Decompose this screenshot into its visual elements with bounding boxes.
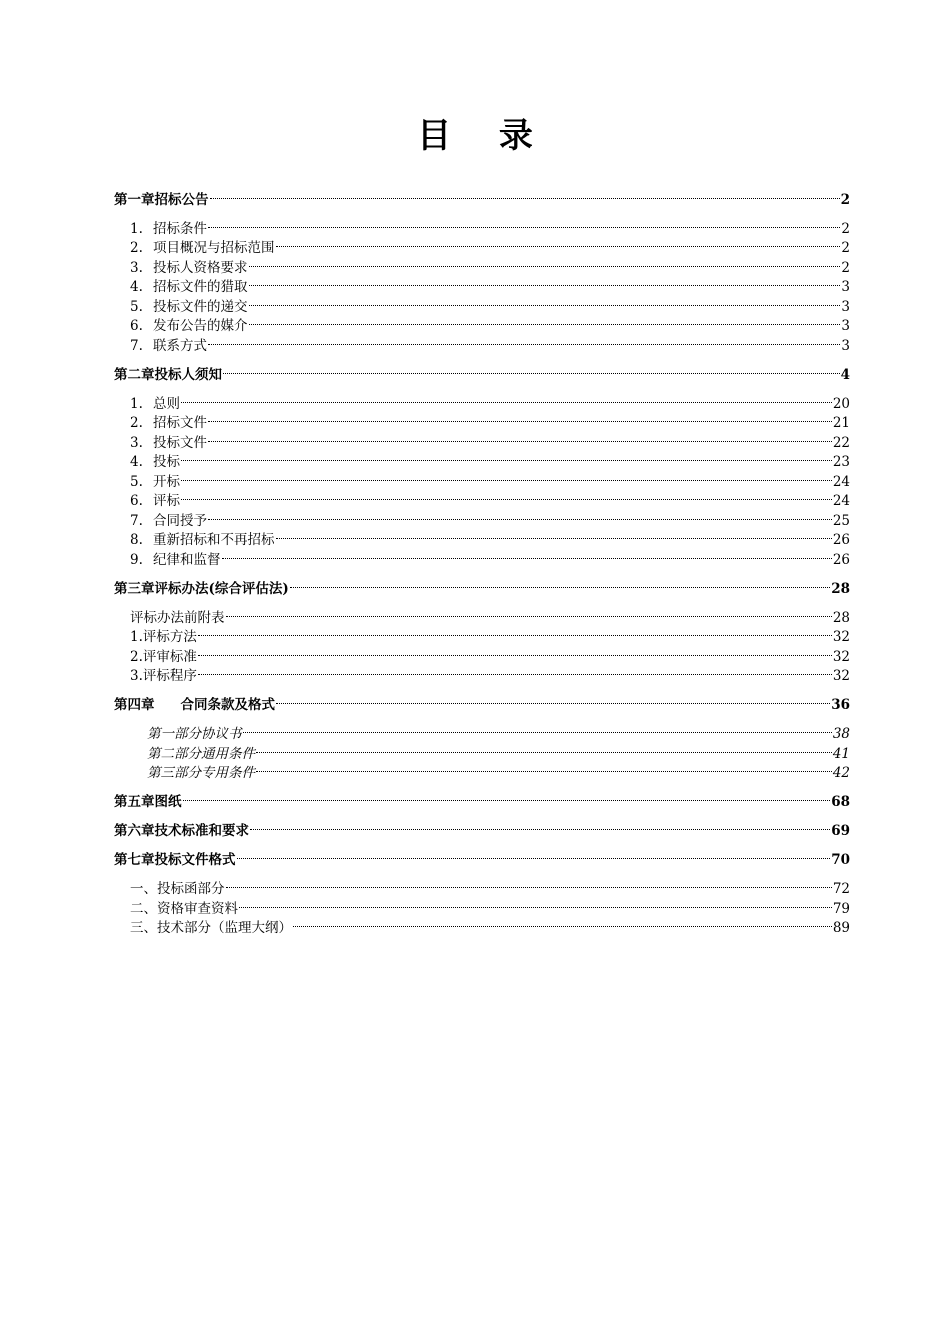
toc-page-number: 26 [832, 532, 850, 548]
toc-dot-leader [276, 690, 830, 710]
toc-entry-label-secondary: 合同条款及格式 [180, 697, 275, 713]
toc-page-number: 2 [841, 240, 850, 256]
toc-entry-label: 重新招标和不再招标 [153, 532, 275, 548]
toc-entry-label: 2.评审标准 [130, 648, 197, 665]
toc-page-number: 23 [832, 454, 850, 470]
toc-entry-number: 5. [130, 473, 143, 490]
toc-page-number: 25 [832, 512, 850, 529]
toc-page-number: 24 [832, 493, 850, 509]
toc-page-number: 89 [832, 920, 850, 936]
toc-page-number: 79 [832, 900, 850, 917]
toc-dot-leader [183, 787, 831, 807]
toc-page-number: 32 [832, 668, 850, 684]
toc-page-number: 28 [832, 609, 850, 626]
toc-entry-number: 3. [130, 434, 143, 451]
toc-dot-leader [290, 573, 830, 593]
toc-dot-leader [208, 427, 832, 447]
toc-entry-label: 评标 [153, 493, 180, 509]
toc-entry-number: 9. [130, 551, 143, 568]
toc-section-entry[interactable] [114, 622, 850, 645]
toc-dot-leader [256, 738, 832, 758]
toc-section-entry[interactable] [114, 486, 850, 509]
toc-chapter-entry[interactable] [114, 184, 850, 208]
toc-entry-number: 5. [130, 298, 143, 315]
toc-section-entry[interactable] [114, 330, 850, 354]
toc-page-number: 2 [840, 191, 850, 208]
toc-entry-label: 评标办法前附表 [130, 609, 225, 626]
toc-page-number: 70 [831, 852, 850, 868]
toc-entry-label: 招标条件 [153, 220, 207, 237]
toc-entry-label: 二、资格审查资料 [130, 900, 238, 917]
toc-chapter-entry[interactable] [114, 359, 850, 383]
toc-dot-leader [208, 330, 840, 350]
toc-entry-number: 4. [130, 279, 143, 295]
toc-dot-leader [198, 622, 832, 642]
toc-page-number: 3 [841, 279, 850, 295]
toc-entry-label: 第一章招标公告 [114, 191, 209, 208]
toc-dot-leader [249, 291, 841, 311]
toc-entry-label: 第三章评标办法(综合评估法) [114, 580, 289, 597]
toc-dot-leader [181, 466, 832, 486]
toc-page-number: 26 [832, 551, 850, 568]
toc-entry-label: 第一部分协议书 [147, 726, 242, 742]
toc-entry-number: 1. [130, 220, 143, 237]
toc-dot-leader [181, 447, 832, 467]
toc-chapter-entry[interactable] [114, 690, 850, 713]
toc-entry-label: 第三部分专用条件 [147, 765, 255, 781]
toc-section-entry[interactable] [114, 874, 850, 897]
toc-section-entry[interactable] [114, 447, 850, 470]
toc-page-number: 2 [841, 220, 850, 237]
toc-page-number: 28 [831, 580, 850, 597]
toc-dot-leader [208, 505, 832, 525]
page-title: 目 录 [417, 116, 551, 156]
toc-section-entry[interactable] [114, 408, 850, 431]
toc-section-entry[interactable] [114, 427, 850, 451]
toc-dot-leader [208, 408, 832, 428]
toc-page-number: 3 [841, 337, 850, 354]
toc-entry-number: 8. [130, 532, 143, 548]
toc-page-number: 38 [832, 726, 850, 742]
toc-section-entry[interactable] [114, 602, 850, 626]
toc-page-number: 32 [832, 648, 850, 665]
toc-entry-label: 第五章图纸 [114, 794, 182, 810]
toc-entry-number: 1. [130, 395, 143, 412]
toc-dot-leader [276, 525, 832, 545]
toc-page-number: 3 [841, 318, 850, 334]
toc-dot-leader [181, 486, 832, 506]
toc-section-entry[interactable] [114, 233, 850, 256]
toc-page-number: 22 [832, 434, 850, 451]
toc-chapter-entry[interactable] [114, 845, 850, 868]
toc-page-number: 24 [832, 473, 850, 490]
toc-entry-number: 7. [130, 337, 143, 354]
toc-section-entry[interactable] [114, 525, 850, 548]
toc-dot-leader [210, 184, 840, 204]
toc-section-entry[interactable] [114, 466, 850, 490]
toc-entry-label: 投标 [153, 454, 180, 470]
table-of-contents [114, 184, 850, 936]
toc-dot-leader [249, 272, 841, 292]
toc-entry-label: 第六章技术标准和要求 [114, 823, 249, 839]
toc-dot-leader [226, 602, 832, 622]
toc-section-entry[interactable] [114, 213, 850, 237]
toc-entry-label: 联系方式 [153, 337, 207, 354]
toc-entry-label: 第二部分通用条件 [147, 745, 255, 762]
toc-entry-number: 4. [130, 454, 143, 470]
toc-section-entry[interactable] [114, 505, 850, 529]
toc-entry-number: 2. [130, 240, 143, 256]
toc-entry-label: 招标文件 [153, 415, 207, 431]
toc-dot-leader [208, 213, 840, 233]
toc-dot-leader [198, 641, 832, 661]
toc-page-number: 72 [832, 881, 850, 897]
toc-entry-number: 3. [130, 259, 143, 276]
toc-dot-leader [237, 845, 831, 865]
toc-dot-leader [239, 893, 832, 913]
toc-entry-label: 总则 [153, 395, 180, 412]
toc-dot-leader [222, 544, 832, 564]
toc-dot-leader [226, 874, 832, 894]
toc-page-number: 41 [832, 745, 850, 762]
toc-chapter-entry[interactable] [114, 787, 850, 810]
toc-dot-leader [276, 233, 841, 253]
toc-page-number: 32 [832, 629, 850, 645]
toc-entry-number: 7. [130, 512, 143, 529]
toc-section-entry[interactable] [114, 388, 850, 412]
toc-section-entry[interactable] [114, 641, 850, 665]
toc-page-number: 4 [840, 366, 850, 383]
toc-chapter-entry[interactable] [114, 573, 850, 597]
toc-page-number: 68 [831, 794, 850, 810]
toc-entry-label: 一、投标函部分 [130, 881, 225, 897]
toc-entry-label: 项目概况与招标范围 [153, 240, 275, 256]
toc-page-number: 3 [841, 298, 850, 315]
toc-page-number: 2 [841, 259, 850, 276]
toc-entry-label: 第七章投标文件格式 [114, 852, 236, 868]
toc-page-number: 20 [832, 395, 850, 412]
toc-entry-label: 合同授予 [153, 512, 207, 529]
toc-entry-label: 3.评标程序 [130, 668, 197, 684]
toc-section-entry[interactable] [114, 719, 850, 742]
toc-entry-label: 第二章投标人须知 [114, 366, 222, 383]
toc-dot-leader [293, 913, 832, 933]
toc-dot-leader [249, 311, 841, 331]
toc-dot-leader [181, 388, 832, 408]
toc-dot-leader [223, 359, 840, 379]
toc-entry-number: 2. [130, 415, 143, 431]
toc-entry-label: 1.评标方法 [130, 629, 197, 645]
toc-dot-leader [243, 719, 832, 739]
toc-section-entry[interactable] [114, 661, 850, 684]
toc-entry-number: 6. [130, 318, 143, 334]
toc-page-number: 69 [831, 823, 850, 839]
toc-entry-label: 纪律和监督 [153, 551, 221, 568]
toc-entry-label: 第四章 [114, 697, 155, 713]
toc-page-number: 36 [831, 697, 850, 713]
toc-entry-label: 投标人资格要求 [153, 259, 248, 276]
toc-dot-leader [256, 758, 832, 778]
toc-chapter-entry[interactable] [114, 816, 850, 839]
toc-entry-label: 招标文件的猎取 [153, 279, 248, 295]
toc-entry-label: 三、技术部分（监理大纲） [130, 920, 292, 936]
toc-dot-leader [198, 661, 832, 681]
toc-page-number: 42 [832, 765, 850, 781]
toc-entry-label: 开标 [153, 473, 180, 490]
toc-entry-label: 投标文件 [153, 434, 207, 451]
toc-entry-number: 6. [130, 493, 143, 509]
toc-dot-leader [250, 816, 830, 836]
toc-section-entry[interactable] [114, 544, 850, 568]
toc-entry-label: 投标文件的递交 [153, 298, 248, 315]
toc-page-number: 21 [832, 415, 850, 431]
toc-entry-label: 发布公告的媒介 [153, 318, 248, 334]
toc-dot-leader [249, 252, 841, 272]
